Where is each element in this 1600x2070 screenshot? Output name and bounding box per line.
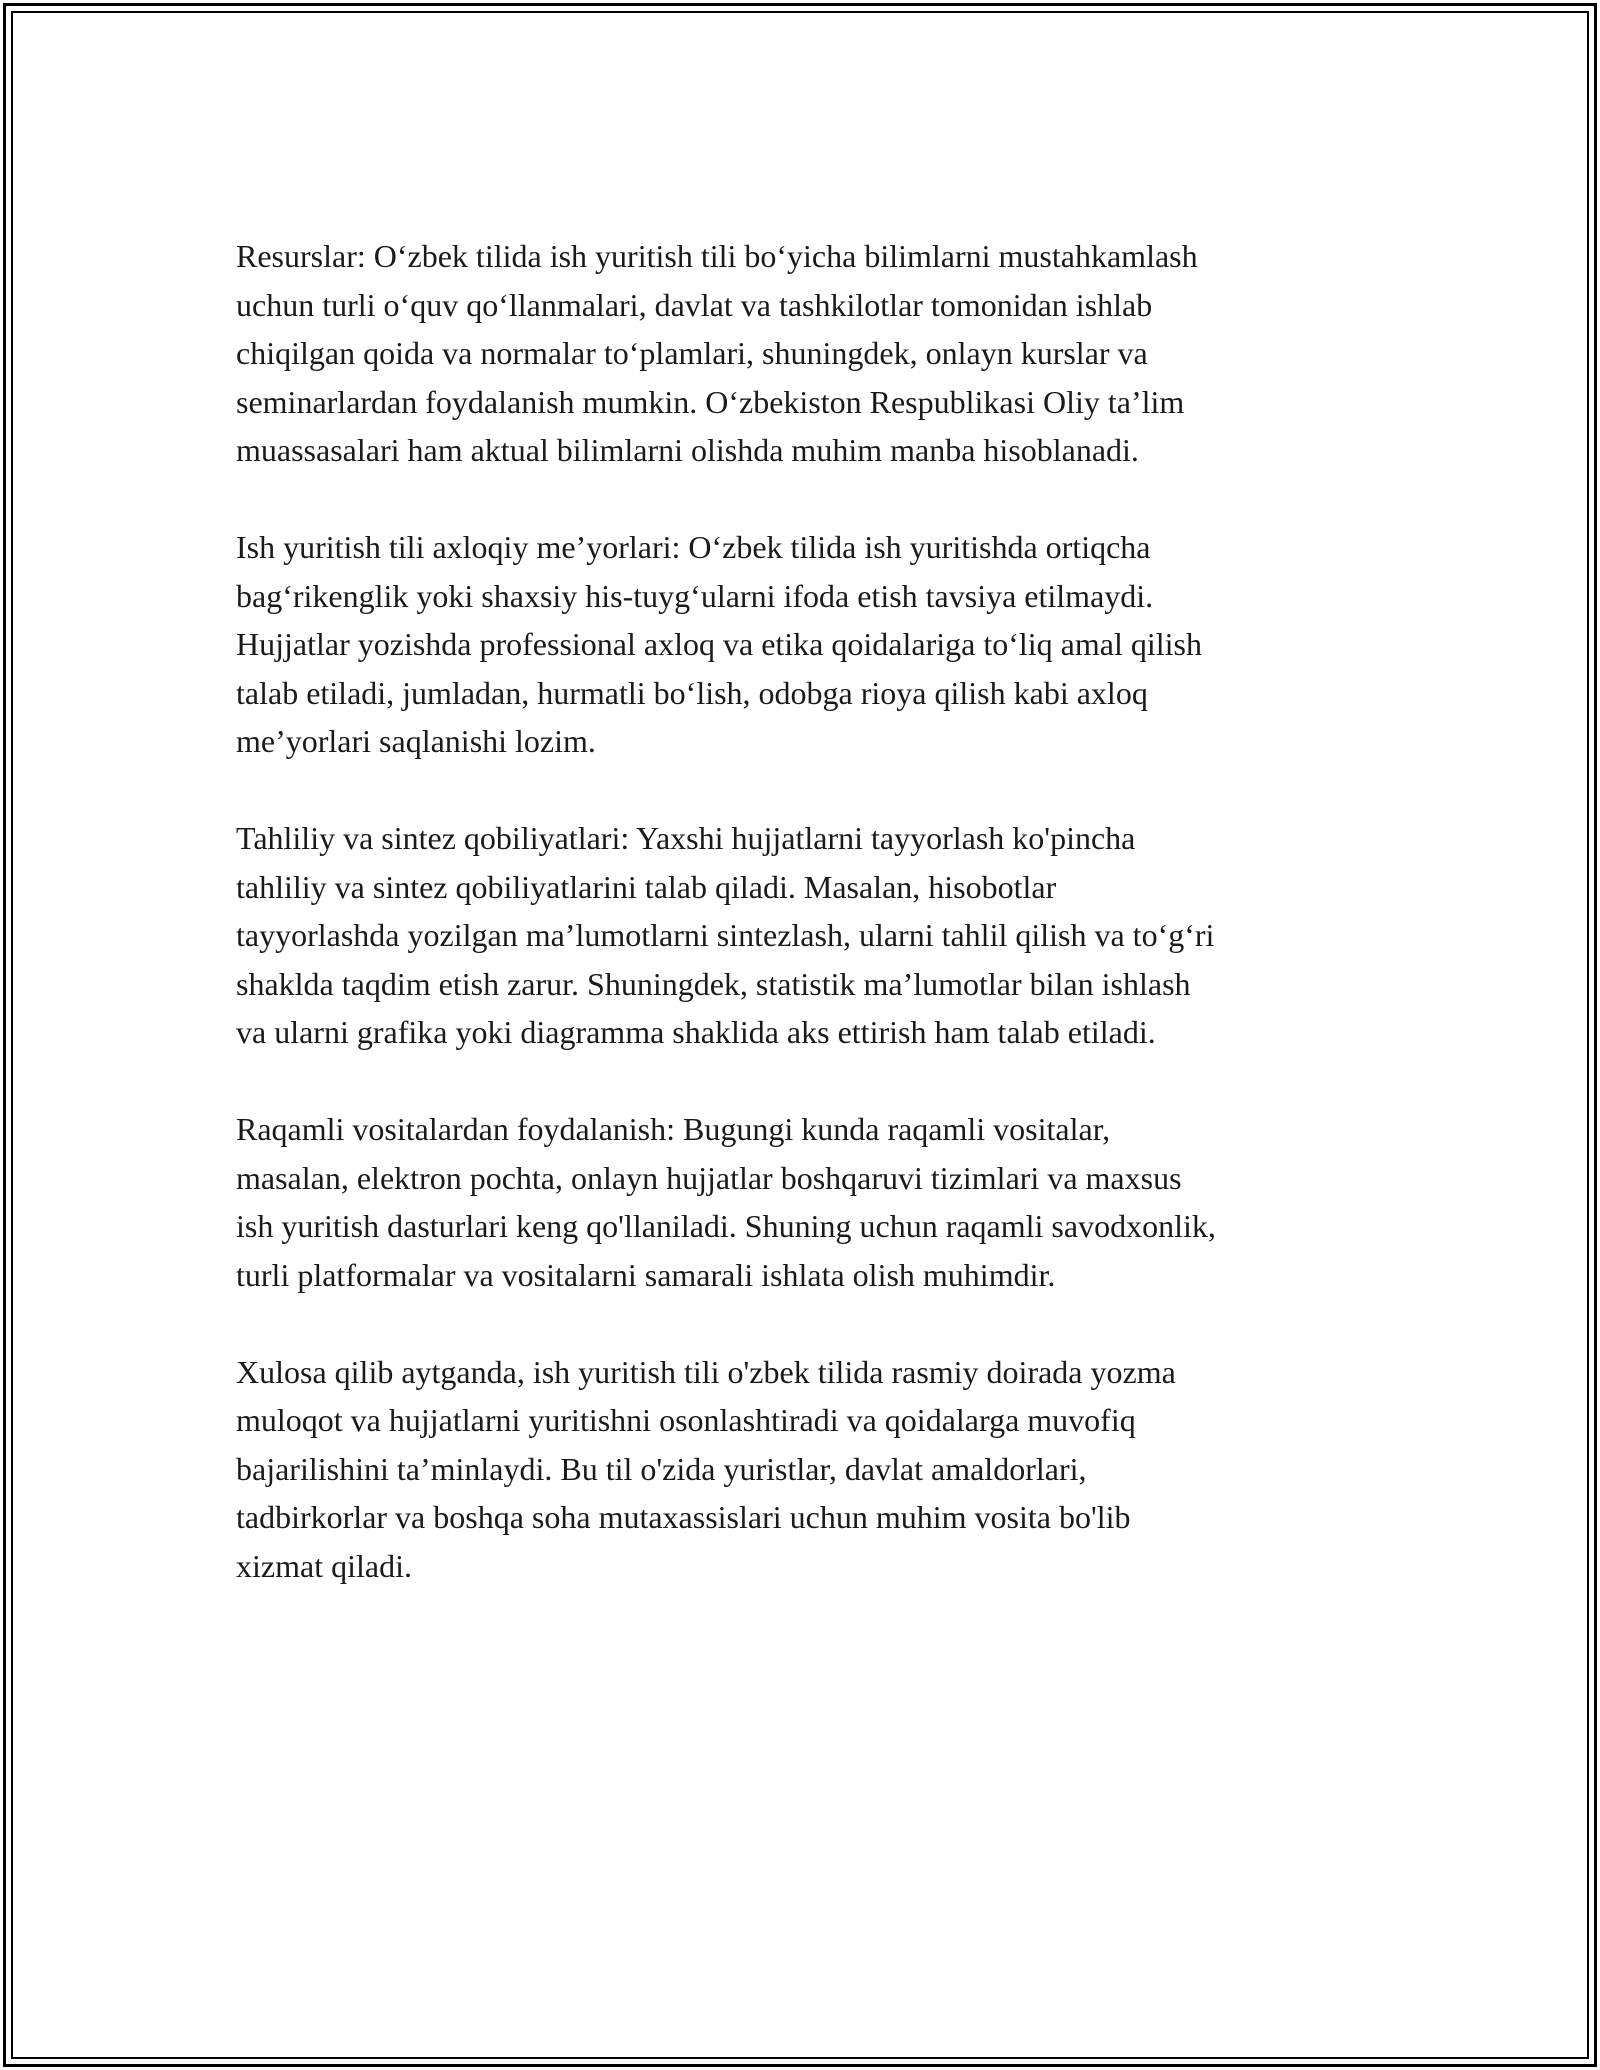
paragraph-resources: Resurslar: O‘zbek tilida ish yuritish tili bo‘yicha bilimlarni mustahkamlash uchun turli o‘quv qo‘llanmalari, davlat va tashkilotlar tomonidan ishlab chiqilgan qoida va normalar to‘plamlari, shuningdek, onlayn kurslar va seminarlardan foydalanish mumkin. O‘zbekiston Respublikasi Oliy ta’lim muassasalari ham aktual bilimlarni olishda muhim manba hisoblanadi. — [236, 238, 1198, 468]
paragraph-conclusion: Xulosa qilib aytganda, ish yuritish tili o'zbek tilida rasmiy doirada yozma muloqot va hujjatlarni yuritishni osonlashtiradi va qoidalarga muvofiq bajarilishini ta’minlaydi. Bu til o'zida yuristlar, davlat amaldorlari, tadbirkorlar va boshqa soha mutaxassislari uchun muhim vosita bo'lib xizmat qiladi. — [236, 1353, 1176, 1584]
document-body — [236, 232, 1366, 1639]
paragraph-ethics: Ish yuritish tili axloqiy me’yorlari: O‘zbek tilida ish yuritishda ortiqcha bag‘rikenglik yoki shaxsiy his-tuyg‘ularni ifoda etish tavsiya etilmaydi. Hujjatlar yozishda professional axloq va etika qoidalariga to‘liq amal qilish talab etiladi, jumladan, hurmatli bo‘lish, odobga rioya qilish kabi axloq me’yorlari saqlanishi lozim. — [236, 529, 1202, 759]
paragraph-digital-tools: Raqamli vositalardan foydalanish: Bugungi kunda raqamli vositalar, masalan, elektron pochta, onlayn hujjatlar boshqaruvi tizimlari va maxsus ish yuritish dasturlari keng qo'llaniladi. Shuning uchun raqamli savodxonlik, turli platformalar va vositalarni samarali ishlata olish muhimdir. — [236, 1111, 1216, 1293]
paragraph-analysis: Tahliliy va sintez qobiliyatlari: Yaxshi hujjatlarni tayyorlash ko'pincha tahliliy va sintez qobiliyatlarini talab qiladi. Masalan, hisobotlar tayyorlashda yozilgan ma’lumotlarni sintezlash, ularni tahlil qilish va to‘g‘ri shaklda taqdim etish zarur. Shuningdek, statistik ma’lumotlar bilan ishlash va ularni grafika yoki diagramma shaklida aks ettirish ham talab etiladi. — [236, 820, 1215, 1050]
